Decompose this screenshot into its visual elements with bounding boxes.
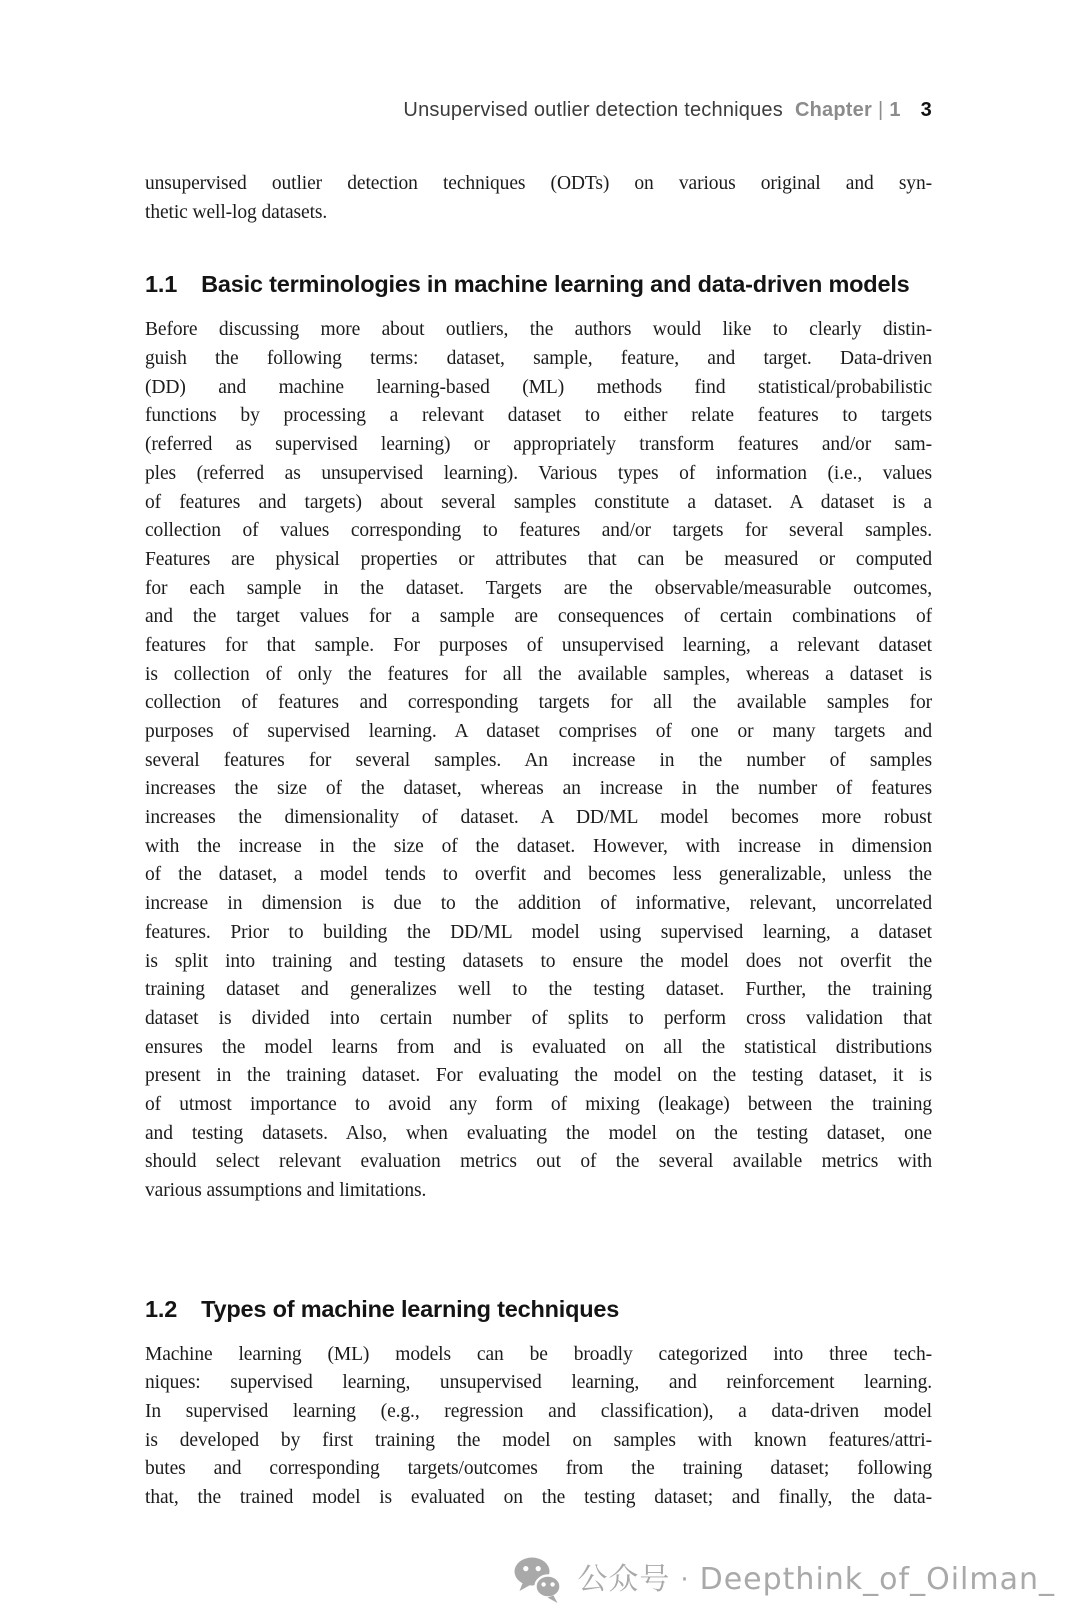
text-line: should select relevant evaluation metrics out of the several available metrics with [145, 1151, 932, 1173]
watermark-label: 公众号 [577, 1562, 671, 1597]
text-line: various assumptions and limitations. [145, 1180, 427, 1201]
page-content [0, 98, 1080, 1513]
chapter-separator: | [877, 99, 884, 121]
wechat-icon [513, 1556, 563, 1604]
text-line: Machine learning (ML) models can be broadly categorized into three tech- [145, 1343, 932, 1365]
text-line: ensures the model learns from and is evaluated on all the statistical distributions [145, 1036, 932, 1058]
text-line: several features for several samples. An increase in the number of samples [145, 749, 932, 771]
text-line: and the target values for a sample are consequences of certain combinations of [145, 606, 932, 628]
running-title: Unsupervised outlier detection techniques [403, 99, 783, 121]
text-line: dataset is divided into certain number of splits to perform cross validation that [145, 1007, 932, 1029]
text-line: is collection of only the features for all the available samples, whereas a dataset is [145, 663, 932, 685]
text-line: is split into training and testing datasets to ensure the model does not overfit the [145, 950, 932, 972]
text-line: increases the size of the dataset, whereas an increase in the number of features [145, 778, 932, 800]
text-line: that, the trained model is evaluated on the testing dataset; and finally, the data- [145, 1487, 932, 1509]
watermark-separator: · [680, 1565, 690, 1595]
text-line: (DD) and machine learning-based (ML) methods find statistical/probabilistic [145, 376, 932, 398]
text-line: features. Prior to building the DD/ML model using supervised learning, a dataset [145, 921, 932, 943]
text-line: features for that sample. For purposes of unsupervised learning, a relevant dataset [145, 634, 932, 656]
section-1-1-heading [145, 269, 932, 299]
running-header [145, 98, 932, 122]
page-number: 3 [920, 99, 932, 121]
text-line: In supervised learning (e.g., regression and classification), a data-driven model [145, 1401, 932, 1423]
text-line: guish the following terms: dataset, sample, feature, and target. Data-driven [145, 348, 932, 370]
text-line: unsupervised outlier detection techniques (ODTs) on various original and syn- [145, 173, 932, 194]
text-line: of features and targets) about several samples constitute a dataset. A dataset is a [145, 491, 932, 513]
text-line: increase in dimension is due to the addition of informative, relevant, uncorrelated [145, 893, 932, 915]
text-line: butes and corresponding targets/outcomes from the training dataset; following [145, 1458, 932, 1480]
text-line: training dataset and generalizes well to the testing dataset. Further, the training [145, 979, 932, 1001]
text-line: collection of values corresponding to features and/or targets for several samples. [145, 520, 932, 542]
text-line: with the increase in the size of the dataset. However, with increase in dimension [145, 835, 932, 857]
section-title: Basic terminologies in machine learning and data-driven models [201, 271, 910, 298]
text-line: present in the training dataset. For evaluating the model on the testing dataset, it is [145, 1065, 932, 1087]
chapter-number: 1 [889, 99, 901, 121]
section-number: 1.1 [145, 271, 178, 298]
text-line: Features are physical properties or attributes that can be measured or computed [145, 548, 932, 570]
intro-paragraph [145, 170, 932, 227]
text-line: Before discussing more about outliers, the authors would like to clearly distin- [145, 319, 932, 341]
text-line: thetic well-log datasets. [145, 201, 328, 223]
section-number: 1.2 [145, 1295, 178, 1322]
section-title: Types of machine learning techniques [201, 1295, 620, 1322]
section-1-2-paragraph [145, 1341, 932, 1513]
text-line: (referred as supervised learning) or appropriately transform features and/or sam- [145, 434, 932, 456]
text-line: purposes of supervised learning. A dataset comprises of one or many targets and [145, 721, 932, 742]
text-line: and testing datasets. Also, when evaluating the model on the testing dataset, one [145, 1122, 932, 1144]
text-line: is developed by first training the model on samples with known features/attri- [145, 1429, 932, 1451]
section-1-2-heading [145, 1294, 932, 1324]
text-line: for each sample in the dataset. Targets are the observable/measurable outcomes, [145, 577, 932, 599]
text-line: collection of features and corresponding targets for all the available samples for [145, 692, 932, 714]
text-line: ples (referred as unsupervised learning). Various types of information (i.e., values [145, 462, 932, 484]
text-line: functions by processing a relevant dataset to either relate features to targets [145, 405, 932, 427]
watermark-account: Deepthink_of_Oilman_ [699, 1562, 1055, 1597]
section-1-1-paragraph [145, 316, 932, 1205]
text-line: of the dataset, a model tends to overfit and becomes less generalizable, unless the [145, 864, 932, 886]
text-line: niques: supervised learning, unsupervised learning, and reinforcement learning. [145, 1372, 932, 1394]
chapter-label: Chapter [794, 99, 872, 121]
wechat-watermark [513, 1556, 1055, 1604]
text-line: increases the dimensionality of dataset. A DD/ML model becomes more robust [145, 807, 932, 829]
text-line: of utmost importance to avoid any form of mixing (leakage) between the training [145, 1093, 932, 1115]
